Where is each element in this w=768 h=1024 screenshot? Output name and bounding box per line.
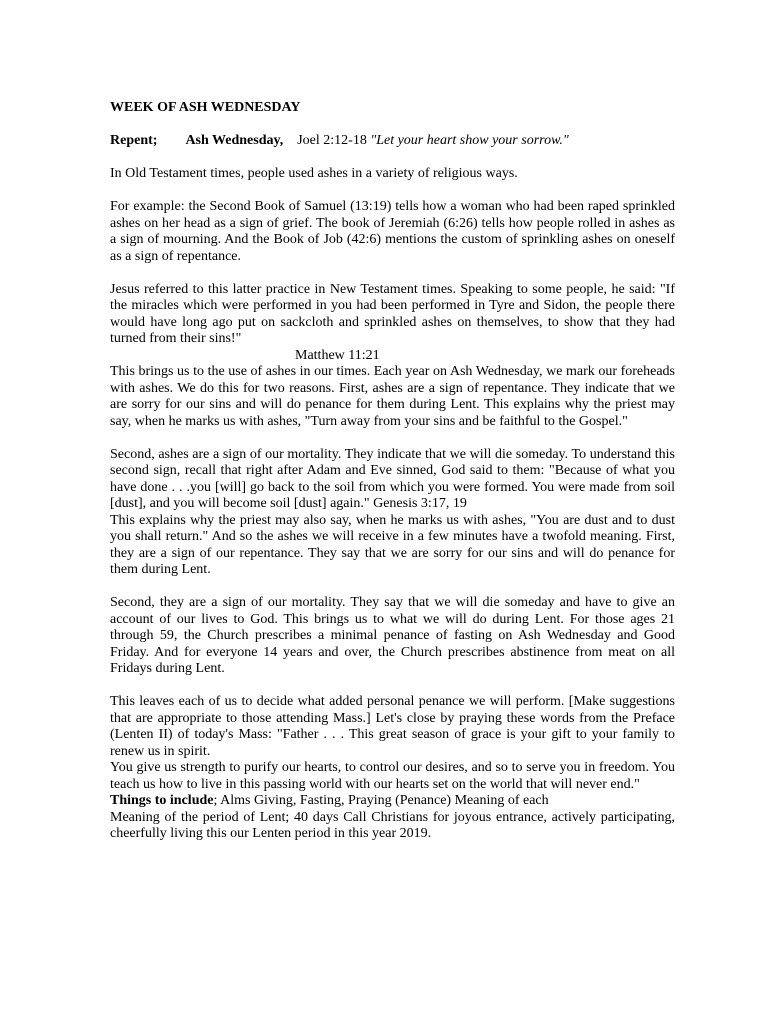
paragraph-prayer: You give us strength to purify our hearts, to control our desires, and so to serve you in freedom. You teach us how to live in this passing world with our hearts set on the world that will never end."	[110, 760, 675, 792]
paragraph-fasting: Second, they are a sign of our mortality. They say that we will die someday and have to give an account of our lives to God. This brings us to what we will do during Lent. For those ages 21 through 59, the Church prescribes a minimal penance of fasting on Ash Wednesday and Good Friday. And for everyone 14 years and over, the Church prescribes abstinence from meat on all Fridays during Lent.	[110, 595, 675, 676]
spacer	[110, 579, 675, 596]
paragraph-intro: In Old Testament times, people used ashes in a variety of religious ways.	[110, 166, 518, 181]
spacer	[110, 265, 675, 282]
paragraph-ashes-today: This brings us to the use of ashes in our times. Each year on Ash Wednesday, we mark our foreheads with ashes. We do this for two reasons. First, ashes are a sign of repentance. They indicate that we are sorry for our sins and will do penance for them during Lent. This explains why the priest may say, when he marks us with ashes, "Turn away from your sins and be faithful to the Gospel."	[110, 364, 675, 429]
things-label: Things to include	[110, 793, 214, 808]
paragraph-mortality: Second, ashes are a sign of our mortality. They indicate that we will die someday. To understand this second sign, recall that right after Adam and Eve sinned, God said to them: "Because of what you have done . . .you [will] go back to the soil from which you were formed. You were made from soil [dust], and you will become soil [dust] again." Genesis 3:17, 19	[110, 446, 675, 511]
document-page	[110, 100, 675, 843]
paragraph-penance: This leaves each of us to decide what added personal penance we will perform. [Make suggestions that are appropriate to those attending Mass.] Let's close by praying these words from the Preface (Lenten II) of today's Mass: "Father . . . This great season of grace is your gift to your family to renew us in spirit.	[110, 694, 675, 759]
citation-matthew: Matthew 11:21	[295, 347, 380, 363]
reading-heading	[110, 133, 675, 150]
paragraph-jesus: Jesus referred to this latter practice in New Testament times. Speaking to some people, he said: "If the miracles which were performed in you had been performed in Tyre and Sidon, the people there would have long ago put on sackcloth and sprinkled ashes on themselves, to show that they had turned from their sins!"	[110, 281, 675, 346]
paragraph-dust: This explains why the priest may also say, when he marks us with ashes, "You are dust and to dust you shall return." And so the ashes we will receive in a few minutes have a twofold meaning. First, they are a sign of our repentance. They say that we are sorry for our sins and will do penance for them during Lent.	[110, 512, 675, 577]
things-text: ; Alms Giving, Fasting, Praying (Penance) Meaning of each	[213, 793, 549, 808]
day-label: Ash Wednesday,	[185, 133, 284, 148]
spacer	[110, 117, 675, 134]
spacer	[110, 150, 675, 167]
theme-label: Repent;	[110, 133, 158, 148]
spacer	[110, 183, 675, 200]
spacer	[110, 430, 675, 447]
document-title: WEEK OF ASH WEDNESDAY	[110, 100, 301, 115]
paragraph-lent-meaning: Meaning of the period of Lent; 40 days Call Christians for joyous entrance, actively participating, cheerfully living this our Lenten period in this year 2019.	[110, 809, 675, 841]
paragraph-examples: For example: the Second Book of Samuel (13:19) tells how a woman who had been raped sprinkled ashes on her head as a sign of grief. The book of Jeremiah (6:26) tells how people rolled in ashes as a sign of mourning. And the Book of Job (42:6) mentions the custom of sprinkling ashes on oneself as a sign of repentance.	[110, 199, 675, 264]
reading-quote: "Let your heart show your sorrow."	[370, 133, 569, 148]
spacer	[110, 678, 675, 695]
things-to-include	[110, 793, 675, 810]
scripture-reference: Joel 2:12-18	[297, 133, 367, 148]
